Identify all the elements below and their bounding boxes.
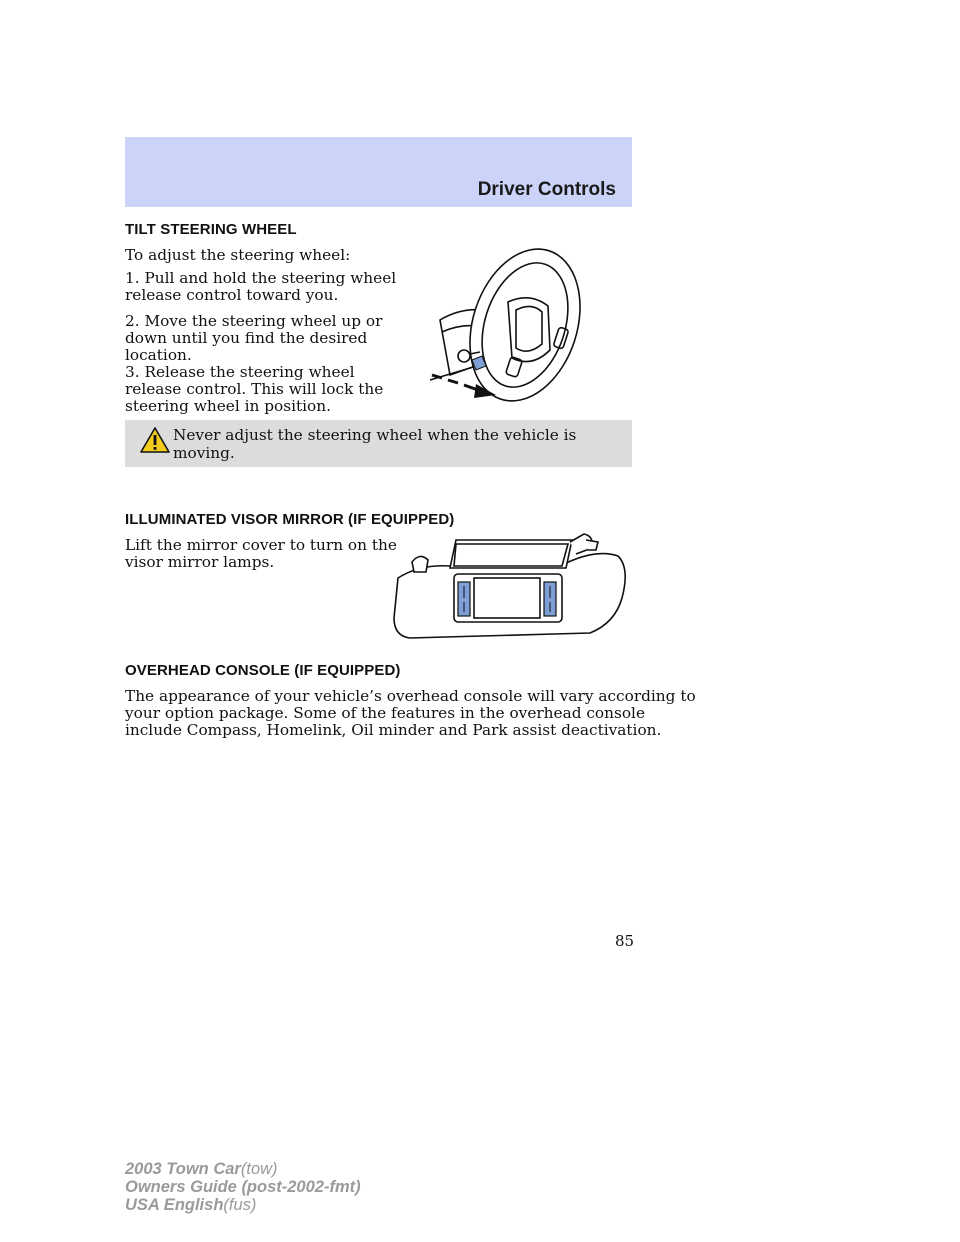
footer-language-code: (fus) — [223, 1196, 257, 1214]
tilt-steering-heading: TILT STEERING WHEEL — [125, 221, 297, 238]
tilt-step-2-line-3: location. — [125, 346, 192, 364]
visor-mirror-heading: ILLUMINATED VISOR MIRROR (IF EQUIPPED) — [125, 511, 455, 528]
tilt-intro: To adjust the steering wheel: — [125, 246, 351, 264]
section-header-band — [125, 137, 632, 207]
visor-mirror-line-1: Lift the mirror cover to turn on the — [125, 536, 397, 554]
tilt-step-3-line-3: steering wheel in position. — [125, 397, 331, 415]
visor-mirror-text — [125, 537, 397, 571]
footer-line-3 — [125, 1196, 361, 1214]
warning-box — [125, 420, 632, 467]
tilt-step-3-line-1: 3. Release the steering wheel — [125, 363, 355, 381]
tilt-step-2-line-1: 2. Move the steering wheel up or — [125, 312, 383, 330]
page-number: 85 — [615, 932, 635, 950]
footer-line-1 — [125, 1160, 361, 1178]
overhead-console-heading: OVERHEAD CONSOLE (IF EQUIPPED) — [125, 662, 401, 679]
tilt-step-3 — [125, 364, 383, 415]
overhead-console-text — [125, 688, 696, 739]
footer-model: 2003 Town Car — [125, 1160, 241, 1178]
footer-model-code: (tow) — [240, 1160, 278, 1178]
tilt-step-1-line-1: 1. Pull and hold the steering wheel — [125, 269, 397, 287]
overhead-console-line-1: The appearance of your vehicle’s overhead console will vary according to — [125, 687, 696, 705]
document-footer — [125, 1160, 361, 1214]
tilt-step-1-line-2: release control toward you. — [125, 286, 339, 304]
section-title: Driver Controls — [477, 179, 616, 200]
tilt-step-2 — [125, 313, 382, 364]
steering-wheel-illustration — [420, 240, 590, 415]
footer-language: USA English — [125, 1196, 224, 1214]
visor-mirror-line-2: visor mirror lamps. — [125, 553, 275, 571]
tilt-step-2-line-2: down until you find the desired — [125, 329, 368, 347]
tilt-step-1 — [125, 270, 396, 304]
warning-triangle-icon — [140, 427, 170, 453]
overhead-console-line-2: your option package. Some of the features in the overhead console — [125, 704, 645, 722]
footer-line-2 — [125, 1178, 361, 1196]
visor-mirror-illustration — [390, 528, 630, 640]
overhead-console-line-3: include Compass, Homelink, Oil minder and Park assist deactivation. — [125, 721, 662, 739]
tilt-step-3-line-2: release control. This will lock the — [125, 380, 384, 398]
footer-guide: Owners Guide (post-2002-fmt) — [125, 1178, 361, 1196]
warning-text: Never adjust the steering wheel when the vehicle is moving. — [173, 426, 577, 462]
